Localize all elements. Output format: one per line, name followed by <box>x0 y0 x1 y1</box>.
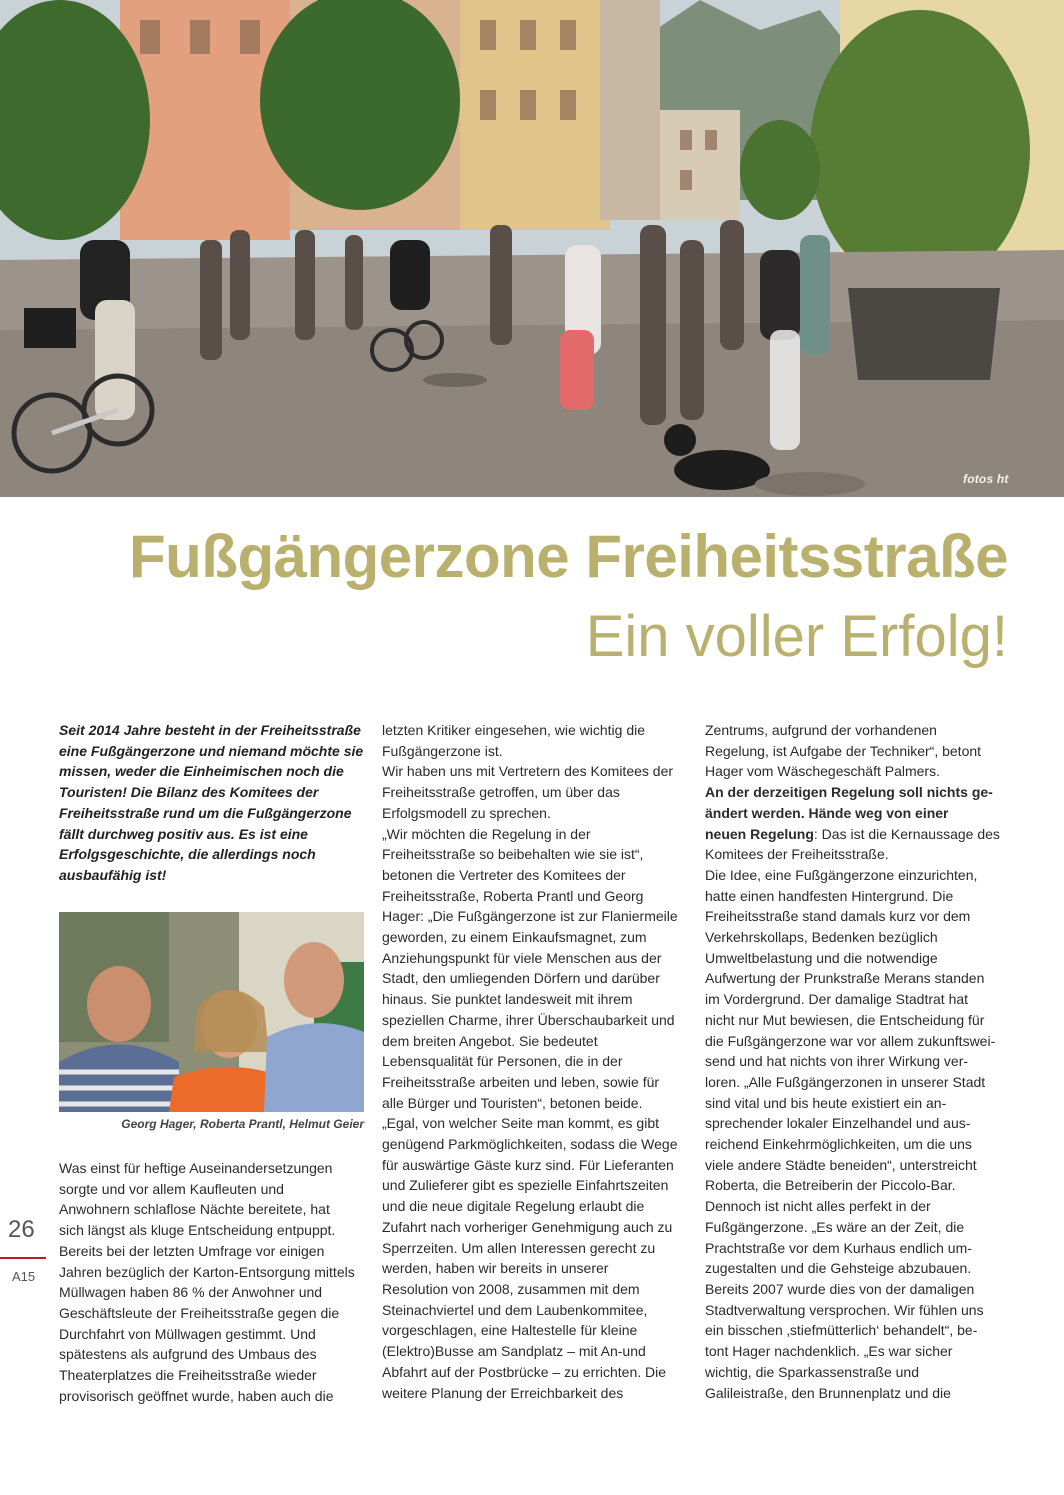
text-line: Fußgängerzone. „Es wäre an der Zeit, die <box>705 1218 965 1235</box>
text-line: Fußgängerzone ist. <box>382 742 503 759</box>
text-line: Sperrzeiten. Um allen Interessen gerecht zu <box>382 1239 656 1256</box>
lead-line: ausbaufähig ist! <box>59 866 167 883</box>
page-title: Fußgängerzone Freiheitsstraße <box>129 523 1008 590</box>
text-line: im Vordergrund. Der damalige Stadtrat hat <box>705 991 969 1008</box>
text-line: sprechender lokaler Einzelhandel und aus- <box>705 1115 971 1132</box>
text-column-3 <box>705 720 1015 1403</box>
text-line: letzten Kritiker eingesehen, wie wichtig die <box>382 722 646 738</box>
text-line: Freiheitsstraße arbeiten und leben, sowie für <box>382 1073 660 1090</box>
text-line: Steinachviertel und dem Laubenkommitee, <box>382 1301 648 1318</box>
photo-caption: Georg Hager, Roberta Prantl, Helmut Geier <box>121 1117 364 1131</box>
text-line: Hager vom Wäschegeschäft Palmers. <box>705 763 940 780</box>
text-line: Geschäftsleute der Freiheitsstraße gegen die <box>59 1304 340 1321</box>
text-line: send und hat nichts von ihrer Wirkung ver- <box>705 1053 969 1070</box>
text-line: Durchfahrt von Müllwagen gestimmt. Und <box>59 1325 316 1342</box>
text-line: Anwohnern schlaflose Nächte bereitete, hat <box>59 1201 330 1218</box>
text-line: Müllwagen haben 86 % der Anwohner und <box>59 1284 323 1301</box>
text-line: wichtig, die Sparkassenstraße und <box>705 1363 919 1380</box>
text-column-2 <box>382 720 692 1403</box>
text-line: Die Idee, eine Fußgängerzone einzurichten, <box>705 866 978 883</box>
text-line: sich längst als kluge Entscheidung entpuppt. <box>59 1222 336 1239</box>
text-line: und Zulieferer gibt es spezielle Einfahrtszeiten <box>382 1177 669 1194</box>
text-line: Bereits 2007 wurde dies von der damaligen <box>705 1280 975 1297</box>
lead-paragraph <box>59 720 364 886</box>
key-statement-end: neuen Regelung <box>705 825 814 842</box>
text-line: Dennoch ist nicht alles perfekt in der <box>705 1198 931 1215</box>
text-line: Bereits bei der letzten Umfrage vor einigen <box>59 1242 325 1259</box>
hero-photo <box>0 0 1064 497</box>
text-line: Zufahrt nach vorheriger Genehmigung auch zu <box>382 1218 673 1235</box>
key-statement-line <box>705 824 1015 845</box>
text-line: hatte einen handfesten Hintergrund. Die <box>705 887 954 904</box>
text-line: Freiheitsstraße, Roberta Prantl und Georg <box>382 887 644 904</box>
text-line: geworden, zu einem Einkaufsmagnet, zum <box>382 929 647 946</box>
text-line: loren. „Alle Fußgängerzonen in unserer Stadt <box>705 1073 986 1090</box>
text-line: Lebensqualität für Personen, die in der <box>382 1053 623 1070</box>
lead-line: missen, weder die Einheimischen noch die <box>59 763 344 780</box>
text-line: Komitees der Freiheitsstraße. <box>705 846 889 863</box>
text-line: provisorisch geöffnet wurde, haben auch die <box>59 1387 334 1404</box>
key-statement-line: An der derzeitigen Regelung soll nichts ge- <box>705 784 993 801</box>
text-line: (Elektro)Busse am Sandplatz – mit An-und <box>382 1343 646 1360</box>
text-line: Resolution von 2008, zusammen mit dem <box>382 1280 640 1297</box>
three-people-illustration <box>59 912 364 1112</box>
portrait-photo <box>59 912 364 1112</box>
text-line: Aufwertung der Prunkstraße Merans standen <box>705 970 985 987</box>
page-number-rule <box>0 1257 46 1259</box>
text-line: Was einst für heftige Auseinandersetzungen <box>59 1160 333 1176</box>
lead-line: fällt durchweg positiv aus. Es ist eine <box>59 825 308 842</box>
text-line: Theaterplatzes die Freiheitsstraße wieder <box>59 1367 317 1384</box>
text-line: genügend Parkmöglichkeiten, sodass die Wege <box>382 1136 678 1153</box>
key-statement-tail: : Das ist die Kernaussage des <box>813 825 1000 842</box>
lead-line: Seit 2014 Jahre besteht in der Freiheitsstraße <box>59 722 361 738</box>
text-line: Galileistraße, den Brunnenplatz und die <box>705 1384 951 1401</box>
page-number: 26 <box>8 1216 35 1243</box>
lead-line: Freiheitsstraße rund um die Fußgängerzone <box>59 804 352 821</box>
text-line: viele andere Städte beneiden“, unterstreicht <box>705 1156 977 1173</box>
text-line: Prachtstraße vor dem Kurhaus endlich um- <box>705 1239 972 1256</box>
text-line: betonen die Vertreter des Komitees der <box>382 866 626 883</box>
text-line: und die neue digitale Regelung erlaubt die <box>382 1198 645 1215</box>
issue-code: A15 <box>12 1269 36 1284</box>
text-line: alle Bürger und Touristen“, betonen beide. <box>382 1094 643 1111</box>
text-line: Stadtverwaltung versprochen. Wir fühlen uns <box>705 1301 984 1318</box>
text-line: Erfolgsmodell zu sprechen. <box>382 804 551 821</box>
text-line: spätestens als aufgrund des Umbaus des <box>59 1346 317 1363</box>
text-line: Anziehungspunkt für viele Menschen aus der <box>382 949 662 966</box>
text-line: die Fußgängerzone war vor allem zukunftswei- <box>705 1032 996 1049</box>
text-line: vorgeschlagen, eine Haltestelle für kleine <box>382 1322 638 1339</box>
text-line: nicht nur Mut bewiesen, die Entscheidung für <box>705 1011 985 1028</box>
photo-credit: fotos ht <box>963 472 1009 486</box>
lead-line: eine Fußgängerzone und niemand möchte sie <box>59 742 364 759</box>
text-line: hinaus. Sie punktet landesweit mit ihrem <box>382 991 633 1008</box>
key-statement-line: ändert werden. Hände weg von einer <box>705 804 949 821</box>
text-line: dem breiten Angebot. Sie bedeutet <box>382 1032 598 1049</box>
text-line: speziellen Charme, ihrer Überschaubarkeit und <box>382 1011 675 1028</box>
text-line: sind vital und bis heute existiert ein an- <box>705 1094 947 1111</box>
text-line: Umweltbelastung und die notwendige <box>705 949 938 966</box>
text-line: Freiheitsstraße getroffen, um über das <box>382 784 620 801</box>
street-scene-illustration <box>0 0 1064 497</box>
text-line: Roberta, die Betreiberin der Piccolo-Bar. <box>705 1177 956 1194</box>
text-line: tont Hager nachdenklich. „Es war sicher <box>705 1343 953 1360</box>
text-line: für auswärtige Gäste kurz sind. Für Lieferanten <box>382 1156 674 1173</box>
text-column-1 <box>59 1158 369 1406</box>
page-subtitle: Ein voller Erfolg! <box>585 604 1008 669</box>
text-line: Verkehrskollaps, Bedenken bezüglich <box>705 929 938 946</box>
text-line: werden, haben wir bereits in unserer <box>382 1260 609 1277</box>
text-line: Zentrums, aufgrund der vorhandenen <box>705 722 937 738</box>
text-line: Jahren bezüglich der Karton-Entsorgung mittels <box>59 1263 355 1280</box>
text-line: Abfahrt auf der Postbrücke – zu errichten. Die <box>382 1363 667 1380</box>
text-line: Freiheitsstraße stand damals kurz vor dem <box>705 908 971 925</box>
text-line: Regelung, ist Aufgabe der Techniker“, betont <box>705 742 982 759</box>
text-line: Wir haben uns mit Vertretern des Komitees der <box>382 763 674 780</box>
text-line: „Egal, von welcher Seite man kommt, es gibt <box>382 1115 660 1132</box>
text-line: ein bisschen ‚stiefmütterlich‘ behandelt“, be- <box>705 1322 978 1339</box>
text-line: zugestalten und die Gehsteige abzubauen. <box>705 1260 972 1277</box>
text-line: sorgte und vor allem Kaufleuten und <box>59 1180 284 1197</box>
text-line: Hager: „Die Fußgängerzone ist zur Flaniermeile <box>382 908 678 925</box>
lead-line: Erfolgsgeschichte, die allerdings noch <box>59 846 316 863</box>
text-line: Stadt, den umliegenden Dörfern und darüber <box>382 970 660 987</box>
text-line: weitere Planung der Erreichbarkeit des <box>382 1384 624 1401</box>
text-line: „Wir möchten die Regelung in der <box>382 825 591 842</box>
text-line: Freiheitsstraße so beibehalten wie sie ist“, <box>382 846 644 863</box>
lead-line: Touristen! Die Bilanz des Komitees der <box>59 784 319 801</box>
text-line: reichend Einkehrmöglichkeiten, um die uns <box>705 1136 972 1153</box>
